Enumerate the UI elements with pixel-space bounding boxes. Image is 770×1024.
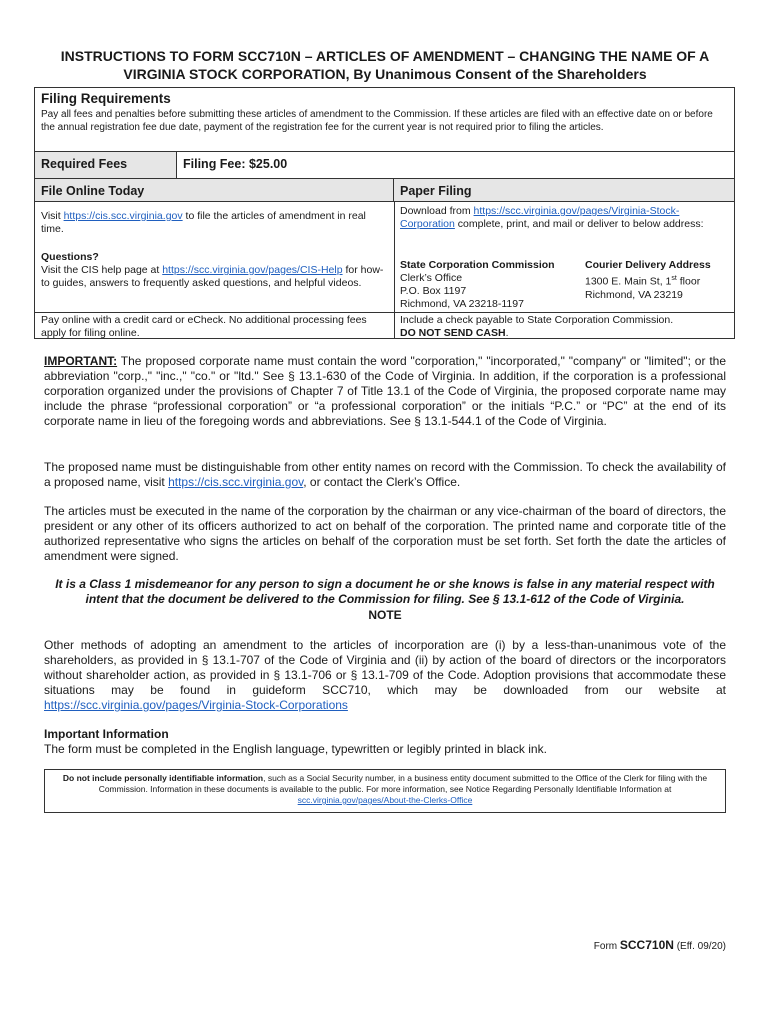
cis-help-link[interactable]: https://scc.virginia.gov/pages/CIS-Help	[162, 264, 343, 276]
check-instructions: Include a check payable to State Corporation Commission.	[400, 314, 674, 326]
courier-floor-superscript: st	[671, 275, 677, 282]
mailing-address-line: Clerk’s Office	[400, 272, 463, 284]
courier-street: 1300 E. Main St, 1	[585, 275, 672, 288]
online-payment-text: Pay online with a credit card or eCheck. No additional processing fees apply for filing online.	[41, 314, 367, 339]
form-footer	[594, 938, 726, 952]
filing-methods-table	[34, 178, 735, 339]
document-title	[40, 47, 730, 83]
important-information-text: The form must be completed in the English language, typewritten or legibly printed in black ink.	[44, 742, 547, 756]
mailing-address-line: Richmond, VA 23218-1197	[400, 298, 524, 310]
paper-download-text	[400, 205, 725, 231]
row-divider	[35, 312, 734, 313]
stock-corporations-link[interactable]: https://scc.virginia.gov/pages/Virginia-Stock-Corporations	[44, 698, 348, 712]
important-text: The proposed corporate name must contain the word "corporation," "incorporated," "company" or "limited"; or the abbreviation "corp.," "inc.," "co." or "ltd." See § 13.1-630 of the Code of Virginia. In addition, if the corporation is a professional corporation organized under the provisions of Chapter 7 of Title 13.1 of the Code of Virginia, the proposed corporate name may include the phrase “professional corporation” or “a professional corporation” or the initials “P.C.” or “PC” at the end of its corporate name in lieu of the foregoing words and abbreviations. See § 13.1-544.1 of the Code of Virginia.	[44, 354, 726, 428]
no-cash-end: .	[505, 327, 509, 339]
important-information-heading: Important Information	[44, 727, 169, 741]
cis-availability-link[interactable]: https://cis.scc.virginia.gov	[168, 475, 304, 489]
online-visit-pre: Visit	[41, 210, 64, 222]
download-pre: Download from	[400, 205, 474, 217]
download-post: complete, print, and mail or deliver to below address:	[454, 218, 704, 230]
title-line-2: VIRGINIA STOCK CORPORATION, By Unanimous Consent of the Shareholders	[123, 66, 647, 82]
courier-address	[585, 259, 735, 302]
questions-pre: Visit the CIS help page at	[41, 264, 163, 276]
clerks-office-link[interactable]: scc.virginia.gov/pages/About-the-Clerks-Office	[297, 795, 473, 805]
note-heading: NOTE	[368, 608, 402, 622]
courier-address-heading: Courier Delivery Address	[585, 259, 711, 271]
file-online-heading: File Online Today	[35, 179, 394, 202]
form-label: Form	[593, 941, 620, 952]
courier-address-line: Richmond, VA 23219	[585, 288, 683, 301]
form-effective-date: (Eff. 09/20)	[673, 941, 726, 952]
important-paragraph	[44, 354, 726, 429]
required-fees-label: Required Fees	[35, 152, 177, 178]
mailing-address-heading: State Corporation Commission	[400, 259, 555, 271]
courier-floor: floor	[676, 275, 701, 288]
required-fees-row	[34, 151, 735, 179]
filing-fee-value: Filing Fee: $25.00	[183, 157, 288, 171]
title-line-1: INSTRUCTIONS TO FORM SCC710N – ARTICLES OF AMENDMENT – CHANGING THE NAME OF A	[60, 48, 710, 64]
name-availability-paragraph	[44, 460, 726, 490]
filing-requirements-text: Pay all fees and penalties before submitting these articles of amendment to the Commission. If these articles are filed with an effective date on or before the annual registration fee due date, payment of the registration fee for the current year is not required prior to filing the articles.	[41, 109, 713, 133]
questions-heading: Questions?	[41, 251, 99, 263]
misdemeanor-warning: It is a Class 1 misdemeanor for any person to sign a document he or she knows is false in any material respect with intent that the document be delivered to the Commission for filing. See § 13.1-612 of the Code of Virginia.	[55, 577, 715, 606]
availability-post: , or contact the Clerk’s Office.	[303, 475, 461, 489]
note-text: Other methods of adopting an amendment to the articles of incorporation are (i) by a less-than-unanimous vote of the shareholders, as provided in § 13.1-707 of the Code of Virginia and (ii) by action of the board of directors or the incorporators without shareholder action, as provided in § 13.1-706 or § 13.1-709 of the Code. Adoption provisions that accommodate these situations may be found in guideform SCC710, which may be downloaded from our website at	[44, 638, 726, 697]
pii-text: , such as a Social Security number, in a business entity document submitted to the Office of the Clerk for filing with the Commission. Information in these documents is available to the public. For more information, see Notice Regarding Personally Identifiable Information at	[98, 773, 708, 794]
form-code: SCC710N	[619, 938, 674, 952]
mailing-address	[400, 259, 580, 311]
filing-requirements-heading: Filing Requirements	[41, 91, 171, 106]
stock-corporation-link[interactable]: https://scc.virginia.gov/pages/Virginia-Stock-Corporation	[400, 205, 680, 230]
no-cash-warning	[400, 327, 730, 340]
questions-post: for how-to guides, answers to frequently asked questions, and helpful videos.	[41, 264, 384, 289]
pii-notice-box	[44, 769, 726, 813]
availability-pre: The proposed name must be distinguishable from other entity names on record with the Commission. To check the availability of a proposed name, visit	[44, 460, 726, 489]
no-cash-text: DO NOT SEND CASH	[400, 327, 506, 339]
important-information	[44, 727, 726, 757]
mailing-address-line: P.O. Box 1197	[400, 285, 467, 297]
online-visit-post: to file the articles of amendment in real time.	[41, 210, 366, 235]
paper-filing-heading: Paper Filing	[394, 179, 734, 202]
online-visit-text	[41, 210, 386, 236]
important-label: IMPORTANT:	[44, 354, 118, 368]
column-divider	[394, 202, 395, 338]
filing-requirements-box	[34, 87, 735, 152]
pii-bold: Do not include personally identifiable information	[62, 773, 264, 783]
note-paragraph	[44, 638, 726, 713]
courier-address-line	[585, 272, 735, 289]
paper-payment-text	[400, 314, 730, 340]
online-questions-block	[41, 251, 386, 290]
questions-text	[41, 264, 386, 290]
cis-link[interactable]: https://cis.scc.virginia.gov	[63, 210, 183, 222]
execution-paragraph: The articles must be executed in the name of the corporation by the chairman or any vice-chairman of the board of directors, the president or any other of its officers authorized to act on behalf of the corporation. The printed name and corporate title of the authorized representative who signs the articles on behalf of the corporation must be set forth. Set forth the date the articles of amendment were signed.	[44, 504, 726, 563]
